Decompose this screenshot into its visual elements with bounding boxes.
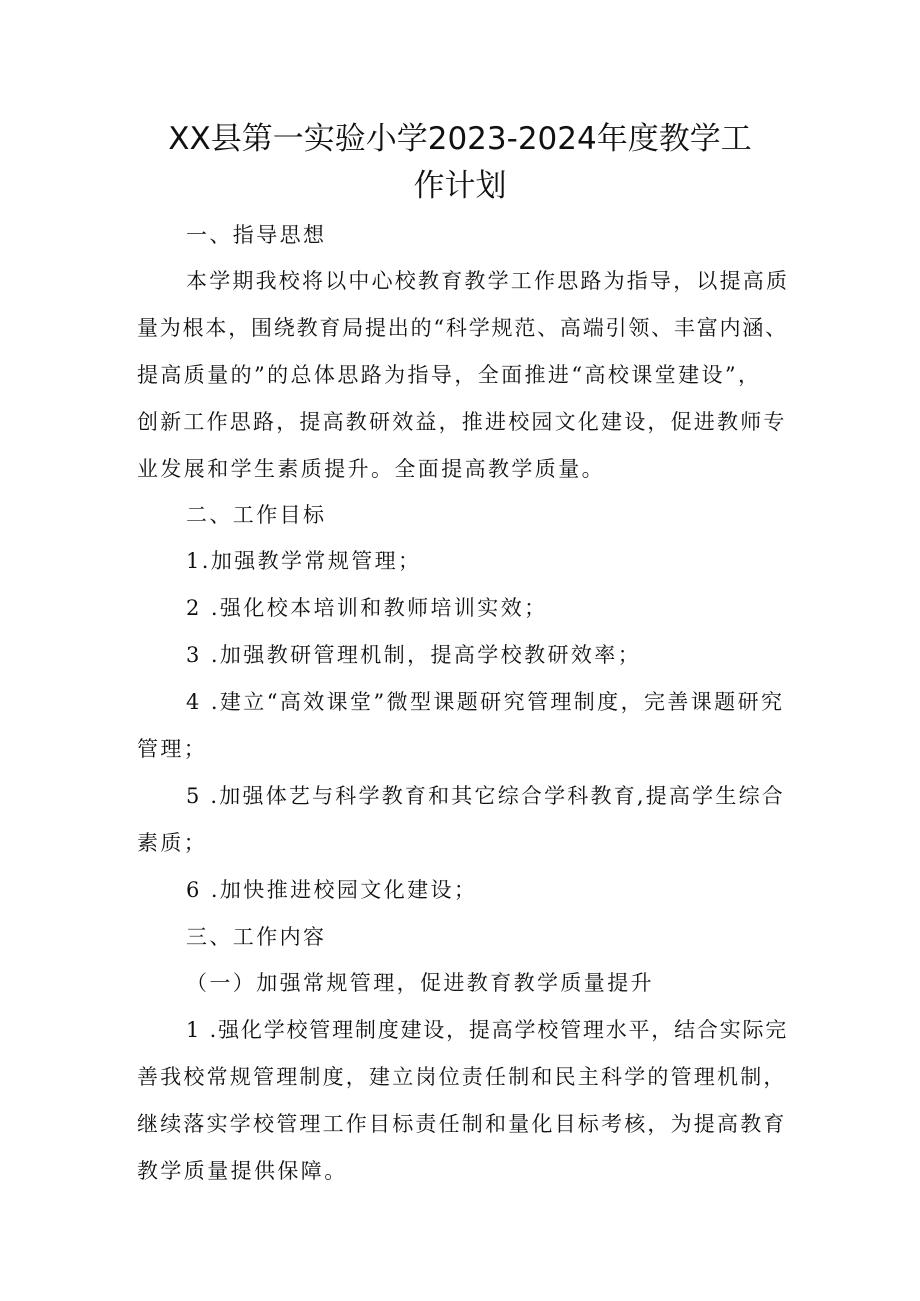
subsection-heading-1: （一）加强常规管理，促进教育教学质量提升 bbox=[186, 971, 654, 995]
section-heading-work-goals: 二、工作目标 bbox=[186, 503, 327, 527]
paragraph-line: 提高质量的”的总体思路为指导，全面推进“高校课堂建设”， bbox=[137, 363, 762, 387]
goal-item-5: 5 .加强体艺与科学教育和其它综合学科教育,提高学生综合 bbox=[186, 784, 785, 808]
paragraph-line: 本学期我校将以中心校教育教学工作思路为指导，以提高质 bbox=[186, 269, 790, 293]
content-item-1-line-4: 教学质量提供保障。 bbox=[137, 1159, 348, 1183]
content-item-1-line-3: 继续落实学校管理工作目标责任制和量化目标考核，为提高教育 bbox=[137, 1112, 787, 1136]
paragraph-line: 业发展和学生素质提升。全面提高教学质量。 bbox=[137, 457, 605, 481]
content-item-1-line-2: 善我校常规管理制度，建立岗位责任制和民主科学的管理机制， bbox=[137, 1065, 787, 1089]
section-heading-work-content: 三、工作内容 bbox=[186, 925, 327, 949]
goal-item-1: 1.加强教学常规管理； bbox=[186, 549, 422, 573]
goal-item-4: 4 .建立“高效课堂”微型课题研究管理制度，完善课题研究 bbox=[186, 690, 785, 714]
goal-item-2: 2 .强化校本培训和教师培训实效； bbox=[186, 596, 548, 620]
goal-item-4-continued: 管理； bbox=[137, 737, 208, 761]
content-item-1: 1 .强化学校管理制度建设，提高学校管理水平，结合实际完 bbox=[186, 1018, 789, 1042]
section-heading-guiding-ideology: 一、指导思想 bbox=[186, 223, 327, 247]
goal-item-3: 3 .加强教研管理机制，提高学校教研效率； bbox=[186, 643, 642, 667]
goal-item-6: 6 .加快推进校园文化建设； bbox=[186, 878, 478, 902]
goal-item-5-continued: 素质； bbox=[137, 831, 208, 855]
paragraph-line: 创新工作思路，提高教研效益，推进校园文化建设，促进教师专 bbox=[137, 410, 787, 434]
document-title-line-2: 作计划 bbox=[413, 168, 507, 204]
document-title-line-1: XX县第一实验小学2023-2024年度教学工 bbox=[168, 121, 752, 157]
paragraph-line: 量为根本，围绕教育局提出的“科学规范、高端引领、丰富内涵、 bbox=[137, 316, 788, 340]
